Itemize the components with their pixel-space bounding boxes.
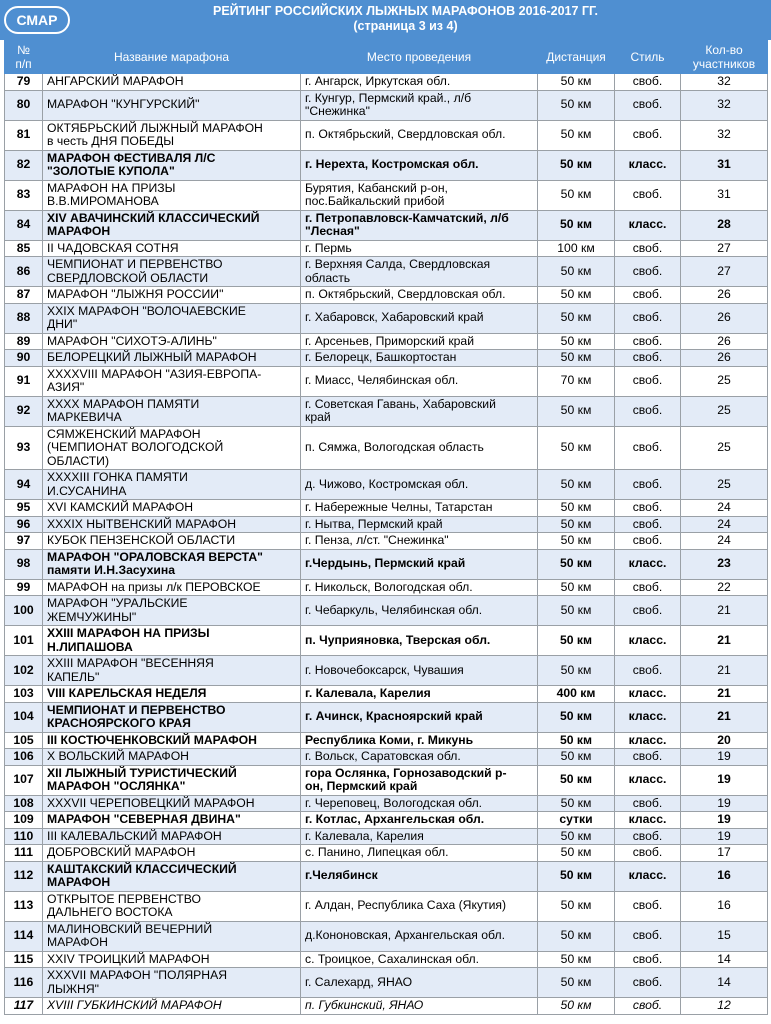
table-row xyxy=(5,396,768,426)
row-num: 81 xyxy=(5,120,43,150)
row-num: 92 xyxy=(5,396,43,426)
row-place: г. Калевала, Карелия xyxy=(301,686,538,703)
table-row xyxy=(5,891,768,921)
row-count: 16 xyxy=(681,861,768,891)
row-distance: 50 км xyxy=(538,396,615,426)
row-place: г. Петропавловск-Камчатский, л/б "Лесная" xyxy=(301,210,538,240)
row-distance: 50 км xyxy=(538,350,615,367)
row-num: 114 xyxy=(5,921,43,951)
row-distance: 50 км xyxy=(538,749,615,766)
row-style: своб. xyxy=(615,350,681,367)
row-style: класс. xyxy=(615,210,681,240)
row-style: класс. xyxy=(615,150,681,180)
row-count: 16 xyxy=(681,891,768,921)
row-count: 25 xyxy=(681,470,768,500)
row-name: МАРАФОН "СЕВЕРНАЯ ДВИНА" xyxy=(43,812,301,829)
row-style: своб. xyxy=(615,921,681,951)
row-name: XXXIX НЫТВЕНСКИЙ МАРАФОН xyxy=(43,516,301,533)
table-row xyxy=(5,921,768,951)
row-distance: 50 км xyxy=(538,861,615,891)
row-place: д. Чижово, Костромская обл. xyxy=(301,470,538,500)
row-count: 32 xyxy=(681,90,768,120)
row-num: 111 xyxy=(5,845,43,862)
table-row xyxy=(5,968,768,998)
table-row xyxy=(5,626,768,656)
table-row xyxy=(5,426,768,470)
row-count: 21 xyxy=(681,626,768,656)
row-count: 24 xyxy=(681,533,768,550)
marathon-rating-table xyxy=(4,40,768,1015)
row-num: 86 xyxy=(5,257,43,287)
row-distance: 50 км xyxy=(538,257,615,287)
row-name: МАРАФОН "ОРАЛОВСКАЯ ВЕРСТА" памяти И.Н.Засухина xyxy=(43,549,301,579)
row-num: 83 xyxy=(5,180,43,210)
row-place: г.Челябинск xyxy=(301,861,538,891)
row-distance: 50 км xyxy=(538,828,615,845)
row-style: своб. xyxy=(615,656,681,686)
row-style: своб. xyxy=(615,951,681,968)
row-distance: 50 км xyxy=(538,951,615,968)
table-row xyxy=(5,120,768,150)
row-place: г. Салехард, ЯНАО xyxy=(301,968,538,998)
row-num: 90 xyxy=(5,350,43,367)
row-count: 20 xyxy=(681,732,768,749)
row-style: своб. xyxy=(615,396,681,426)
row-place: п. Октябрьский, Свердловская обл. xyxy=(301,287,538,304)
row-num: 110 xyxy=(5,828,43,845)
table-header-row xyxy=(5,41,768,74)
row-num: 84 xyxy=(5,210,43,240)
row-style: своб. xyxy=(615,845,681,862)
row-distance: 50 км xyxy=(538,998,615,1015)
row-name: КАШТАКСКИЙ КЛАССИЧЕСКИЙ МАРАФОН xyxy=(43,861,301,891)
row-place: п. Октябрьский, Свердловская обл. xyxy=(301,120,538,150)
row-style: своб. xyxy=(615,891,681,921)
row-distance: 50 км xyxy=(538,732,615,749)
row-num: 117 xyxy=(5,998,43,1015)
row-num: 80 xyxy=(5,90,43,120)
row-num: 97 xyxy=(5,533,43,550)
table-row xyxy=(5,951,768,968)
row-name: МАЛИНОВСКИЙ ВЕЧЕРНИЙ МАРАФОН xyxy=(43,921,301,951)
table-row xyxy=(5,210,768,240)
row-place: г. Алдан, Республика Саха (Якутия) xyxy=(301,891,538,921)
row-num: 94 xyxy=(5,470,43,500)
row-num: 108 xyxy=(5,795,43,812)
row-place: г. Верхняя Салда, Свердловская область xyxy=(301,257,538,287)
row-num: 96 xyxy=(5,516,43,533)
row-count: 19 xyxy=(681,828,768,845)
row-name: XVIII ГУБКИНСКИЙ МАРАФОН xyxy=(43,998,301,1015)
row-style: своб. xyxy=(615,120,681,150)
row-place: г. Пермь xyxy=(301,240,538,257)
row-name: КУБОК ПЕНЗЕНСКОЙ ОБЛАСТИ xyxy=(43,533,301,550)
row-num: 103 xyxy=(5,686,43,703)
table-row xyxy=(5,861,768,891)
row-count: 19 xyxy=(681,812,768,829)
row-style: своб. xyxy=(615,968,681,998)
row-distance: сутки xyxy=(538,812,615,829)
row-distance: 50 км xyxy=(538,921,615,951)
row-name: МАРАФОН НА ПРИЗЫ В.В.МИРОМАНОВА xyxy=(43,180,301,210)
col-header-num: № п/п xyxy=(5,41,43,74)
row-name: XXXXIII ГОНКА ПАМЯТИ И.СУСАНИНА xyxy=(43,470,301,500)
row-name: XXXVII ЧЕРЕПОВЕЦКИЙ МАРАФОН xyxy=(43,795,301,812)
page-title xyxy=(80,4,731,34)
row-place: п. Губкинский, ЯНАО xyxy=(301,998,538,1015)
row-count: 32 xyxy=(681,120,768,150)
row-place: г.Чердынь, Пермский край xyxy=(301,549,538,579)
row-style: своб. xyxy=(615,533,681,550)
row-name: МАРАФОН ФЕСТИВАЛЯ Л/С "ЗОЛОТЫЕ КУПОЛА" xyxy=(43,150,301,180)
row-distance: 50 км xyxy=(538,765,615,795)
row-num: 100 xyxy=(5,596,43,626)
table-row xyxy=(5,998,768,1015)
row-num: 105 xyxy=(5,732,43,749)
row-style: своб. xyxy=(615,579,681,596)
row-num: 115 xyxy=(5,951,43,968)
row-distance: 50 км xyxy=(538,549,615,579)
row-distance: 50 км xyxy=(538,210,615,240)
row-num: 95 xyxy=(5,500,43,517)
row-num: 93 xyxy=(5,426,43,470)
row-style: своб. xyxy=(615,287,681,304)
row-name: АНГАРСКИЙ МАРАФОН xyxy=(43,74,301,91)
row-style: класс. xyxy=(615,549,681,579)
row-style: своб. xyxy=(615,333,681,350)
row-count: 25 xyxy=(681,366,768,396)
row-count: 26 xyxy=(681,333,768,350)
table-row xyxy=(5,257,768,287)
row-style: своб. xyxy=(615,303,681,333)
row-place: г. Ачинск, Красноярский край xyxy=(301,702,538,732)
row-style: класс. xyxy=(615,812,681,829)
table-row xyxy=(5,845,768,862)
row-count: 26 xyxy=(681,287,768,304)
row-num: 107 xyxy=(5,765,43,795)
row-distance: 100 км xyxy=(538,240,615,257)
row-name: VIII КАРЕЛЬСКАЯ НЕДЕЛЯ xyxy=(43,686,301,703)
row-place: г. Нерехта, Костромская обл. xyxy=(301,150,538,180)
row-distance: 50 км xyxy=(538,702,615,732)
row-num: 88 xyxy=(5,303,43,333)
row-distance: 50 км xyxy=(538,333,615,350)
table-row xyxy=(5,533,768,550)
table-row xyxy=(5,516,768,533)
row-distance: 400 км xyxy=(538,686,615,703)
row-distance: 70 км xyxy=(538,366,615,396)
row-count: 25 xyxy=(681,396,768,426)
row-style: своб. xyxy=(615,998,681,1015)
table-row xyxy=(5,828,768,845)
row-place: г. Ангарск, Иркутская обл. xyxy=(301,74,538,91)
row-name: МАРАФОН "ЛЫЖНЯ РОССИИ" xyxy=(43,287,301,304)
row-count: 24 xyxy=(681,516,768,533)
col-header-place: Место проведения xyxy=(301,41,538,74)
row-distance: 50 км xyxy=(538,968,615,998)
row-place: гора Ослянка, Горнозаводский р- он, Пермский край xyxy=(301,765,538,795)
table-row xyxy=(5,240,768,257)
row-distance: 50 км xyxy=(538,516,615,533)
table-row xyxy=(5,303,768,333)
table-row xyxy=(5,180,768,210)
row-place: г. Советская Гавань, Хабаровский край xyxy=(301,396,538,426)
row-name: XXXX МАРАФОН ПАМЯТИ МАРКЕВИЧА xyxy=(43,396,301,426)
row-place: с. Троицкое, Сахалинская обл. xyxy=(301,951,538,968)
row-distance: 50 км xyxy=(538,579,615,596)
logo-text: СМАР xyxy=(16,12,58,28)
row-count: 27 xyxy=(681,257,768,287)
row-name: ОКТЯБРЬСКИЙ ЛЫЖНЫЙ МАРАФОН в честь ДНЯ ПОБЕДЫ xyxy=(43,120,301,150)
row-distance: 50 км xyxy=(538,500,615,517)
row-name: ДОБРОВСКИЙ МАРАФОН xyxy=(43,845,301,862)
row-name: XXIX МАРАФОН "ВОЛОЧАЕВСКИЕ ДНИ" xyxy=(43,303,301,333)
row-distance: 50 км xyxy=(538,90,615,120)
row-num: 99 xyxy=(5,579,43,596)
row-count: 24 xyxy=(681,500,768,517)
row-style: класс. xyxy=(615,686,681,703)
table-row xyxy=(5,596,768,626)
row-num: 104 xyxy=(5,702,43,732)
table-row xyxy=(5,90,768,120)
table-row xyxy=(5,765,768,795)
col-header-count: Кол-во участников xyxy=(681,41,768,74)
row-num: 109 xyxy=(5,812,43,829)
row-num: 113 xyxy=(5,891,43,921)
row-name: XIV АВАЧИНСКИЙ КЛАССИЧЕСКИЙ МАРАФОН xyxy=(43,210,301,240)
col-header-name: Название марафона xyxy=(43,41,301,74)
table-row xyxy=(5,366,768,396)
row-count: 31 xyxy=(681,150,768,180)
row-name: XXXXVIII МАРАФОН "АЗИЯ-ЕВРОПА- АЗИЯ" xyxy=(43,366,301,396)
row-style: класс. xyxy=(615,732,681,749)
row-place: г. Вольск, Саратовская обл. xyxy=(301,749,538,766)
row-place: г. Пенза, л/ст. "Снежинка" xyxy=(301,533,538,550)
row-num: 98 xyxy=(5,549,43,579)
row-place: г. Арсеньев, Приморский край xyxy=(301,333,538,350)
title-line-2: (страница 3 из 4) xyxy=(353,19,458,33)
row-num: 87 xyxy=(5,287,43,304)
row-style: своб. xyxy=(615,426,681,470)
row-count: 19 xyxy=(681,795,768,812)
row-count: 26 xyxy=(681,350,768,367)
row-name: XXIII МАРАФОН НА ПРИЗЫ Н.ЛИПАШОВА xyxy=(43,626,301,656)
row-style: класс. xyxy=(615,702,681,732)
row-name: X ВОЛЬСКИЙ МАРАФОН xyxy=(43,749,301,766)
table-row xyxy=(5,812,768,829)
row-name: III КОСТЮЧЕНКОВСКИЙ МАРАФОН xyxy=(43,732,301,749)
row-name: МАРАФОН на призы л/к ПЕРОВСКОЕ xyxy=(43,579,301,596)
row-count: 25 xyxy=(681,426,768,470)
row-count: 21 xyxy=(681,656,768,686)
col-header-distance: Дистанция xyxy=(538,41,615,74)
row-place: г. Никольск, Вологодская обл. xyxy=(301,579,538,596)
row-name: МАРАФОН "СИХОТЭ-АЛИНЬ" xyxy=(43,333,301,350)
row-name: XXIII МАРАФОН "ВЕСЕННЯЯ КАПЕЛЬ" xyxy=(43,656,301,686)
row-count: 21 xyxy=(681,702,768,732)
row-name: XII ЛЫЖНЫЙ ТУРИСТИЧЕСКИЙ МАРАФОН "ОСЛЯНКА" xyxy=(43,765,301,795)
row-name: СЯМЖЕНСКИЙ МАРАФОН (ЧЕМПИОНАТ ВОЛОГОДСКОЙ ОБЛАСТИ) xyxy=(43,426,301,470)
row-count: 23 xyxy=(681,549,768,579)
row-style: своб. xyxy=(615,500,681,517)
table-body xyxy=(5,74,768,1015)
page-header xyxy=(0,0,771,40)
row-count: 15 xyxy=(681,921,768,951)
row-distance: 50 км xyxy=(538,845,615,862)
row-num: 106 xyxy=(5,749,43,766)
row-place: г. Белорецк, Башкортостан xyxy=(301,350,538,367)
table-row xyxy=(5,795,768,812)
row-num: 82 xyxy=(5,150,43,180)
table-row xyxy=(5,749,768,766)
row-num: 116 xyxy=(5,968,43,998)
row-style: своб. xyxy=(615,240,681,257)
row-name: XXXVII МАРАФОН "ПОЛЯРНАЯ ЛЫЖНЯ" xyxy=(43,968,301,998)
row-style: своб. xyxy=(615,74,681,91)
row-style: своб. xyxy=(615,596,681,626)
row-style: класс. xyxy=(615,626,681,656)
row-style: класс. xyxy=(615,765,681,795)
row-style: класс. xyxy=(615,861,681,891)
row-num: 79 xyxy=(5,74,43,91)
row-place: г. Новочебоксарск, Чувашия xyxy=(301,656,538,686)
row-count: 22 xyxy=(681,579,768,596)
table-row xyxy=(5,350,768,367)
row-place: г. Кунгур, Пермский край., л/б "Снежинка" xyxy=(301,90,538,120)
row-count: 14 xyxy=(681,951,768,968)
row-place: г. Хабаровск, Хабаровский край xyxy=(301,303,538,333)
row-count: 21 xyxy=(681,596,768,626)
row-distance: 50 км xyxy=(538,891,615,921)
row-name: ОТКРЫТОЕ ПЕРВЕНСТВО ДАЛЬНЕГО ВОСТОКА xyxy=(43,891,301,921)
row-num: 85 xyxy=(5,240,43,257)
row-place: п. Чуприяновка, Тверская обл. xyxy=(301,626,538,656)
row-num: 102 xyxy=(5,656,43,686)
row-distance: 50 км xyxy=(538,533,615,550)
row-count: 14 xyxy=(681,968,768,998)
table-row xyxy=(5,74,768,91)
row-distance: 50 км xyxy=(538,180,615,210)
row-place: г. Калевала, Карелия xyxy=(301,828,538,845)
row-distance: 50 км xyxy=(538,303,615,333)
row-distance: 50 км xyxy=(538,426,615,470)
row-style: своб. xyxy=(615,180,681,210)
row-count: 32 xyxy=(681,74,768,91)
row-style: своб. xyxy=(615,257,681,287)
row-count: 19 xyxy=(681,765,768,795)
col-header-style: Стиль xyxy=(615,41,681,74)
row-style: своб. xyxy=(615,470,681,500)
table-row xyxy=(5,579,768,596)
row-distance: 50 км xyxy=(538,596,615,626)
row-count: 27 xyxy=(681,240,768,257)
row-place: с. Панино, Липецкая обл. xyxy=(301,845,538,862)
row-distance: 50 км xyxy=(538,656,615,686)
row-count: 17 xyxy=(681,845,768,862)
row-distance: 50 км xyxy=(538,120,615,150)
row-name: МАРАФОН "КУНГУРСКИЙ" xyxy=(43,90,301,120)
row-distance: 50 км xyxy=(538,287,615,304)
row-style: своб. xyxy=(615,516,681,533)
title-line-1: РЕЙТИНГ РОССИЙСКИХ ЛЫЖНЫХ МАРАФОНОВ 2016-2017 ГГ. xyxy=(213,4,598,18)
row-distance: 50 км xyxy=(538,626,615,656)
row-distance: 50 км xyxy=(538,470,615,500)
row-name: МАРАФОН "УРАЛЬСКИЕ ЖЕМЧУЖИНЫ" xyxy=(43,596,301,626)
row-place: г. Набережные Челны, Татарстан xyxy=(301,500,538,517)
row-num: 101 xyxy=(5,626,43,656)
row-num: 89 xyxy=(5,333,43,350)
row-place: д.Кононовская, Архангельская обл. xyxy=(301,921,538,951)
row-distance: 50 км xyxy=(538,150,615,180)
table-row xyxy=(5,702,768,732)
row-style: своб. xyxy=(615,828,681,845)
row-style: своб. xyxy=(615,366,681,396)
table-row xyxy=(5,500,768,517)
row-count: 26 xyxy=(681,303,768,333)
row-name: II ЧАДОВСКАЯ СОТНЯ xyxy=(43,240,301,257)
row-count: 31 xyxy=(681,180,768,210)
row-distance: 50 км xyxy=(538,74,615,91)
row-style: своб. xyxy=(615,90,681,120)
table-row xyxy=(5,150,768,180)
row-place: п. Сямжа, Вологодская область xyxy=(301,426,538,470)
row-name: БЕЛОРЕЦКИЙ ЛЫЖНЫЙ МАРАФОН xyxy=(43,350,301,367)
table-row xyxy=(5,287,768,304)
row-num: 112 xyxy=(5,861,43,891)
row-name: ЧЕМПИОНАТ И ПЕРВЕНСТВО КРАСНОЯРСКОГО КРАЯ xyxy=(43,702,301,732)
row-place: г. Котлас, Архангельская обл. xyxy=(301,812,538,829)
table-row xyxy=(5,656,768,686)
table-row xyxy=(5,470,768,500)
row-name: XVI КАМСКИЙ МАРАФОН xyxy=(43,500,301,517)
row-name: ЧЕМПИОНАТ И ПЕРВЕНСТВО СВЕРДЛОВСКОЙ ОБЛАСТИ xyxy=(43,257,301,287)
row-num: 91 xyxy=(5,366,43,396)
row-name: XXIV ТРОИЦКИЙ МАРАФОН xyxy=(43,951,301,968)
row-place: Бурятия, Кабанский р-он, пос.Байкальский прибой xyxy=(301,180,538,210)
table-row xyxy=(5,549,768,579)
table-row xyxy=(5,732,768,749)
row-place: г. Миасс, Челябинская обл. xyxy=(301,366,538,396)
row-place: г. Нытва, Пермский край xyxy=(301,516,538,533)
row-name: III КАЛЕВАЛЬСКИЙ МАРАФОН xyxy=(43,828,301,845)
row-place: г. Череповец, Вологодская обл. xyxy=(301,795,538,812)
row-distance: 50 км xyxy=(538,795,615,812)
row-count: 19 xyxy=(681,749,768,766)
row-count: 21 xyxy=(681,686,768,703)
row-style: своб. xyxy=(615,795,681,812)
table-row xyxy=(5,333,768,350)
row-count: 12 xyxy=(681,998,768,1015)
row-style: своб. xyxy=(615,749,681,766)
row-count: 28 xyxy=(681,210,768,240)
smar-logo-icon xyxy=(4,6,70,34)
row-place: г. Чебаркуль, Челябинская обл. xyxy=(301,596,538,626)
row-place: Республика Коми, г. Микунь xyxy=(301,732,538,749)
table-row xyxy=(5,686,768,703)
